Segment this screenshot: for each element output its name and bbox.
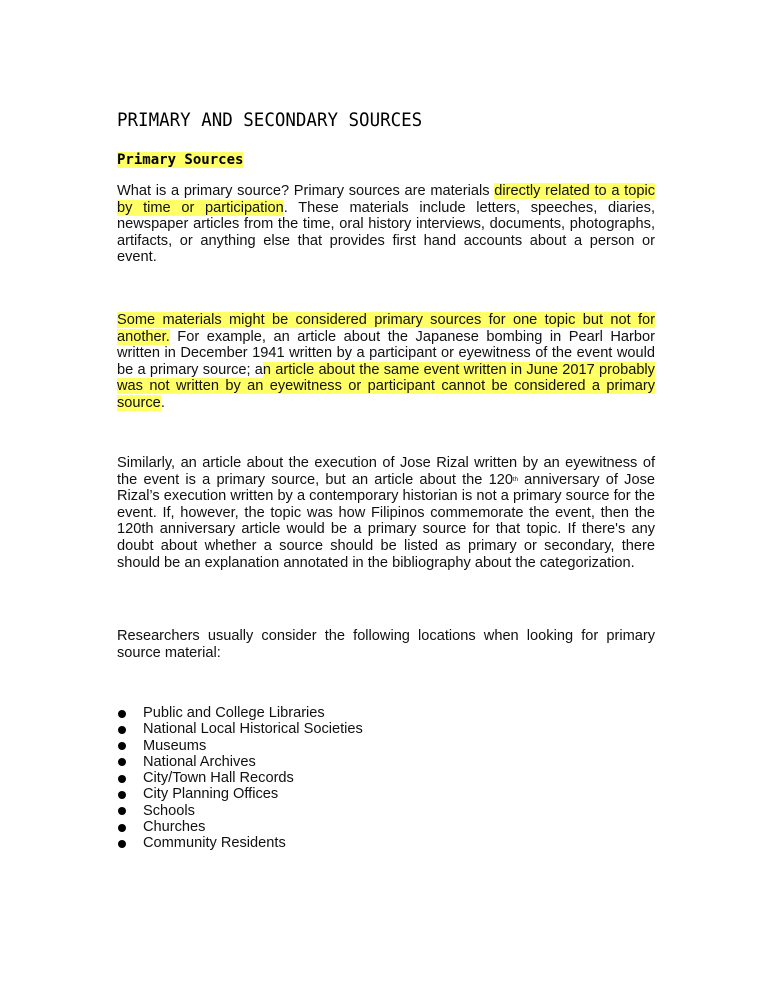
bullet-dot-icon	[118, 775, 126, 783]
bullet-dot-icon	[118, 807, 126, 815]
paragraph-pearl-harbor-example	[117, 312, 655, 412]
p1-highlight: directly related to a topic by time or participation	[117, 183, 655, 216]
list-item-label: National Local Historical Societies	[143, 721, 363, 738]
list-item-label: Public and College Libraries	[143, 705, 325, 721]
list-item-label: National Archives	[143, 753, 256, 770]
section-heading	[117, 151, 243, 169]
list-item	[117, 819, 517, 835]
bullet-dot-icon	[118, 726, 126, 734]
p3-text-a: Similarly, an article about the execution of Jose Rizal written by an eyewitness of the event is a primary source, but an article about the 120	[117, 455, 655, 488]
paragraph-locations-intro: Researchers usually consider the following locations when looking for primary source material:	[117, 628, 655, 661]
list-item-label: Museums	[143, 737, 207, 754]
bullet-dot-icon	[118, 710, 126, 718]
list-item	[117, 705, 517, 721]
bullet-dot-icon	[118, 791, 126, 799]
document-title: PRIMARY AND SECONDARY SOURCES	[117, 109, 423, 131]
list-item	[117, 835, 517, 851]
p2-highlight-1: Some materials might be considered primary sources for one topic but not for another.	[117, 312, 655, 345]
p2-text-a: For example, an article about the Japanese bombing in Pearl Harbor written in December 1941 written by a participant or eyewitness of the event would be a primary source; a	[117, 328, 655, 378]
section-heading-text: Primary Sources	[117, 152, 244, 168]
list-item-label: City Planning Offices	[143, 786, 279, 803]
p2-text-b: .	[160, 394, 165, 411]
paragraph-primary-source-definition	[117, 183, 655, 266]
bullet-dot-icon	[118, 824, 126, 832]
paragraph-rizal-example	[117, 455, 655, 571]
bullet-dot-icon	[118, 840, 126, 848]
p2-highlight-2: n article about the same event written in June 2017 probably was not written by an eyewitness or participant cannot be considered a primary source	[117, 361, 655, 411]
list-item	[117, 754, 517, 770]
p1-text-b: . These materials include letters, speeches, diaries, newspaper articles from the time, oral history interviews, documents, photographs, artifacts, or anything else that provides first hand accounts about a person or event.	[117, 199, 655, 266]
list-item-label: Churches	[143, 819, 206, 836]
list-item	[117, 770, 517, 786]
bullet-dot-icon	[118, 758, 126, 766]
bullet-dot-icon	[118, 742, 126, 750]
list-item-label: Schools	[143, 802, 195, 819]
p1-text-a: What is a primary source? Primary sources are materials	[117, 183, 495, 199]
p3-text-b: anniversary of Jose Rizal’s execution written by a contemporary historian is not a primary source for the event. If, however, the topic was how Filipinos commemorate the event, then the 120th anniversary article would be a primary source for that topic. If there's any doubt about whether a source should be listed as primary or secondary, there should be an explanation annotated in the bibliography about the categorization.	[117, 471, 655, 571]
list-item	[117, 721, 517, 737]
list-item	[117, 786, 517, 802]
list-item-label: City/Town Hall Records	[143, 770, 294, 787]
list-item	[117, 738, 517, 754]
list-item	[117, 803, 517, 819]
p3-ordinal: th	[512, 476, 518, 483]
list-item-label: Community Residents	[143, 835, 286, 852]
locations-list	[117, 705, 517, 852]
